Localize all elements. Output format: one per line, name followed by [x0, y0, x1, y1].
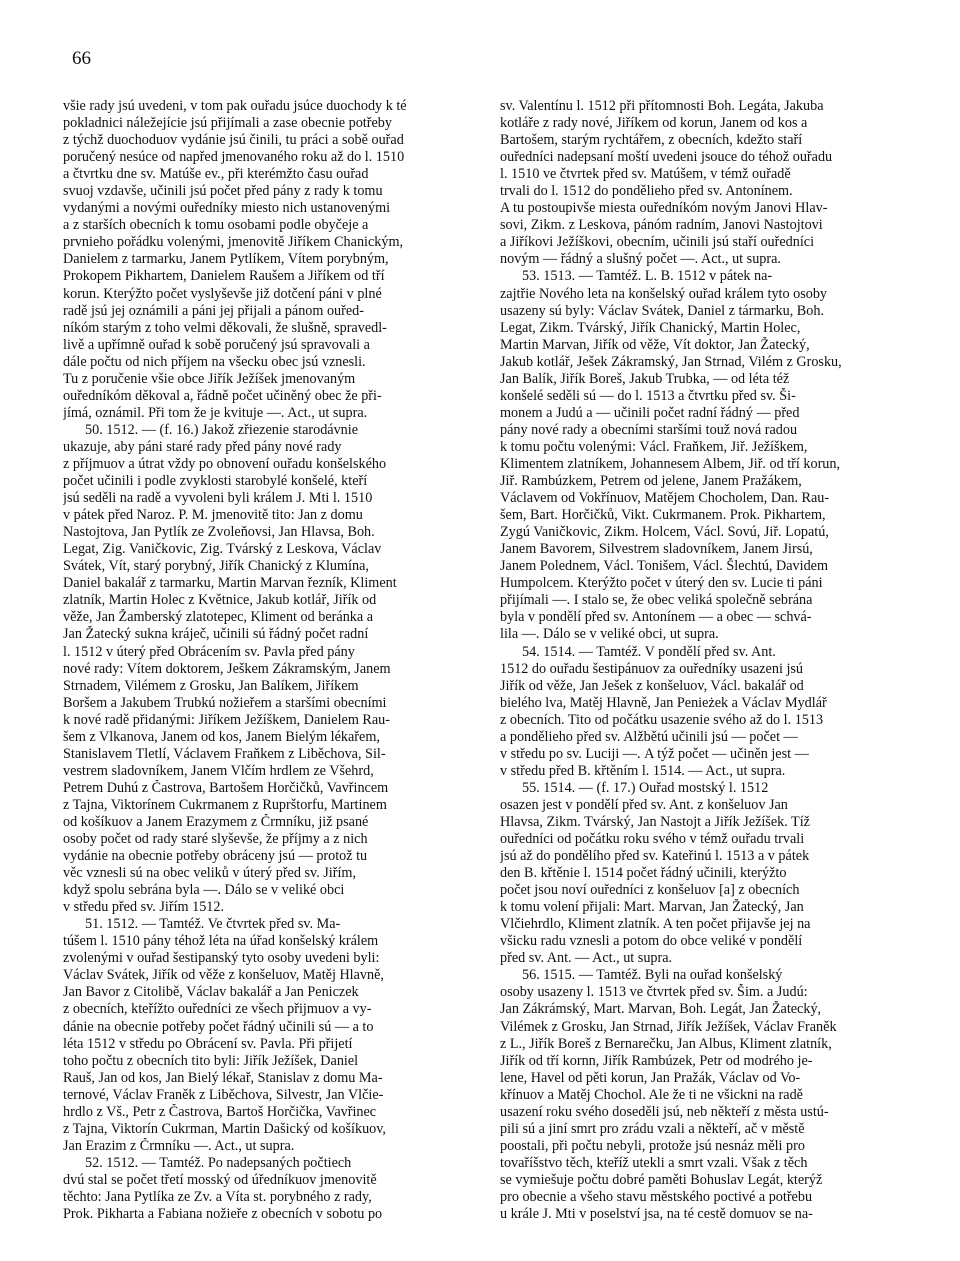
- text-line: Petrem Duhú z Častrova, Bartošem Horčičků, Vavřincem: [63, 779, 389, 796]
- text-line: pili sú a jiní smrt pro zrádu vzali a někteří, ač v městě: [500, 1120, 805, 1137]
- right-column: [500, 98, 900, 1223]
- text-line: v pátek před Naroz. P. M. jmenovitě tito: Jan z domu: [63, 507, 363, 524]
- text-line: Janem Polednem, Václ. Tonišem, Václ. Šlechtú, Davidem: [500, 558, 829, 575]
- text-line: Vilémek z Grosku, Jan Strnad, Jiřík Ježíšek, Václav Franěk: [500, 1018, 837, 1035]
- text-line: Jakub kotlář, Ješek Zákramský, Jan Strnad, Vilém z Grosku,: [500, 353, 842, 370]
- text-line: zajtřie Nového leta na konšelský ouřad králem tyto osoby: [500, 285, 828, 302]
- text-line: l. 1512 v úterý před Obrácením sv. Pavla před pány: [63, 643, 355, 660]
- text-line: novým — řádný a slušný počet —. Act., ut supra.: [500, 251, 781, 268]
- text-line: osoby usazeny l. 1513 ve čtvrtek před sv. Šim. a Judú:: [500, 984, 808, 1001]
- text-line: l. 1510 ve čtvrtek před sv. Matúšem, v témž ouřadě: [500, 166, 791, 183]
- text-line: 1512 do ouřadu šestipánuov za ouředníky usazeni jsú: [500, 660, 803, 677]
- text-line: svuoj vzdavše, učinili jsú počet před pány z rady k tomu: [63, 183, 383, 200]
- text-line: vydanými a novými ouředníky miesto nich ustanovenými: [63, 200, 391, 217]
- text-line: vydánie na obecnie potřeby obráceny jsú — protož tu: [63, 848, 368, 865]
- text-line: pány nové rady a obecními staršími touž nová radou: [500, 421, 798, 438]
- text-line: Svátek, Vít, starý porybný, Jiřík Chanický z Klumína,: [63, 558, 369, 575]
- paragraph-start-line: 51. 1512. — Tamtéž. Ve čtvrtek před sv. Ma-: [85, 916, 341, 933]
- text-line: u krále J. Mti v poselství jsa, na té cestě domuov se na-: [500, 1206, 813, 1223]
- text-line: monem a Judú a — učinili počet radní řádný — před: [500, 404, 800, 421]
- text-line: usazeny sú byly: Václav Svátek, Daniel z tármarku, Boh.: [500, 302, 824, 319]
- text-line: a z starších obecních k tomu osobami podle obyčeje a: [63, 217, 369, 234]
- text-line: z příjmuov a útrat vždy po obnovení ouřadu konšelského: [63, 455, 387, 472]
- text-line: věže, Jan Žamberský zlatotepec, Kliment od beránka a: [63, 609, 374, 626]
- text-line: k tomu volení přijali: Mart. Marvan, Jan Žatecký, Jan: [500, 899, 804, 916]
- text-line: toho počtu z obecních tito byli: Jiřík Ježíšek, Daniel: [63, 1052, 359, 1069]
- text-line: jsú až do pondělího před sv. Kateřinú l. 1513 a v pátek: [500, 848, 810, 865]
- text-line: z Tajna, Viktorín Cukrman, Martin Dašický od košíkuov,: [63, 1120, 386, 1137]
- text-line: dále počtu od nich příjem na všecku obec jsú vznesli.: [63, 353, 366, 370]
- text-line: těchto: Jana Pytlíka ze Zv. a Víta st. porybného z rady,: [63, 1189, 372, 1205]
- text-line: v středu před sv. Jiřím 1512.: [63, 899, 225, 916]
- text-line: Danielem z tarmarku, Janem Pytlíkem, Vítem porybným,: [63, 251, 389, 268]
- text-line: jímá, oznámil. Při tom že je kvituje —. Act., ut supra.: [63, 404, 368, 421]
- text-line: zvolenými v ouřad šestipanský tyto osoby uvedeni byli:: [63, 950, 380, 967]
- text-line: Jiř. Rambúzkem, Petrem od jelene, Janem Pražákem,: [500, 473, 802, 490]
- text-line: před sv. Ant. — Act., ut supra.: [500, 950, 673, 967]
- text-line: nové rady: Vítem doktorem, Ješkem Zákramským, Janem: [63, 660, 391, 677]
- text-line: Legat, Zig. Vaničkovic, Zig. Tvárský z Leskova, Václav: [63, 541, 382, 558]
- text-line: od košíkuov a Janem Erazymem z Črmníku, již psané: [63, 813, 369, 830]
- text-line: poručený nesúce od napřed jmenovaného roku až do l. 1510: [63, 149, 405, 166]
- text-line: Janem Bavorem, Silvestrem sladovníkem, Janem Jirsú,: [500, 541, 813, 558]
- text-line: konšelé seděli sú — do l. 1513 a čtvrtku před sv. Ši-: [500, 387, 796, 404]
- text-line: počet jsou noví ouředníci z konšeluov [a] z obecních: [500, 882, 800, 899]
- text-line: počet učinili i podle zvyklosti starobylé konšelé, kteří: [63, 473, 368, 490]
- text-line: Prok. Pikharta a Fabiana nožieře z obecních v sobotu po: [63, 1206, 383, 1223]
- text-line: šem z Vlkanova, Janem od kos, Janem Bielým lékařem,: [63, 728, 380, 745]
- text-line: Jiřík od věže, Jan Ješek z konšeluov, Václ. bakalář od: [500, 677, 804, 694]
- text-line: křínuov a Matěj Chochol. Ale že ti ne všickni na radě: [500, 1086, 803, 1103]
- text-line: Rauš, Jan od kos, Jan Bielý lékař, Stanislav z domu Ma-: [63, 1069, 383, 1086]
- text-line: když spolu sebrána byla —. Dálo se v veliké obci: [63, 882, 345, 899]
- text-line: k tomu počtu volenými: Václ. Fraňkem, Jiř. Ježíškem,: [500, 438, 808, 455]
- text-line: hrdlo z Vš., Petr z Častrova, Bartoš Horčička, Vavřinec: [63, 1103, 377, 1120]
- text-line: z týchž duochoduov vydánie jsú činili, tu práci a sobě ouřad: [63, 132, 404, 149]
- text-line: a Jiříkovi Ježíškovi, obecním, učinili jsú staří ouředníci: [500, 234, 815, 251]
- text-line: šem, Bart. Horčičků, Vikt. Cukrmanem. Prok. Pikhartem,: [500, 507, 826, 524]
- text-line: věc vznesli sú na obec veliků v úterý před sv. Jiřím,: [63, 865, 356, 882]
- text-line: túšem l. 1510 pány téhož léta na úřad konšelský králem: [63, 933, 379, 950]
- text-line: Daniel bakalář z tarmarku, Martin Marvan řezník, Kliment: [63, 575, 397, 592]
- text-line: Stanislavem Tletlí, Václavem Fraňkem z Liběchova, Sil-: [63, 745, 386, 762]
- text-line: pokladnici náležejície jsú přijímali a zase obecnie potřeby: [63, 115, 392, 132]
- text-line: zlatník, Martin Holec z Květnice, Jakub kotlář, Jiřík od: [63, 592, 377, 609]
- text-line: dánie na obecnie potřeby počet řádný učinili sú — a to: [63, 1018, 374, 1035]
- paragraph-start-line: 50. 1512. — (f. 16.) Jakož zřiezenie starodávnie: [85, 421, 359, 438]
- text-line: byla v pondělí před sv. Antonínem — a obec — schvá-: [500, 609, 812, 626]
- text-line: v středu před B. křtěním l. 1514. — Act., ut supra.: [500, 762, 786, 779]
- paragraph-start-line: 55. 1514. — (f. 17.) Ouřad mostský l. 1512: [522, 779, 769, 796]
- text-line: Tu z poručenie všie obce Jiřík Ježíšek jmenovaným: [63, 370, 356, 387]
- text-line: níkóm starým z toho velmi děkovali, že slušně, spravedl-: [63, 319, 387, 336]
- text-line: Václav Svátek, Jiřík od věže z konšeluov, Matěj Hlavně,: [63, 967, 384, 984]
- left-column: [63, 98, 463, 1223]
- text-line: Jiřík od tří kornn, Jiřík Rambúzek, Petr od modrého je-: [500, 1052, 813, 1069]
- paragraph-start-line: 52. 1512. — Tamtéž. Po nadepsaných počtiech: [85, 1154, 352, 1171]
- text-line: den B. křtěnie l. 1514 počet řádný učinili, kterýžto: [500, 865, 787, 882]
- text-line: a čtvrtku dne sv. Matúše ev., při kterémžto času ouřad: [63, 166, 369, 183]
- text-line: usazení roku svého doseděli jsú, neb někteří z města ustú-: [500, 1103, 829, 1120]
- text-line: sovi, Zikm. z Leskova, pánóm radním, Janovi Nastojtovi: [500, 217, 823, 234]
- text-line: bielého lva, Matěj Hlavně, Jan Penieżek a Václav Mydlář: [500, 694, 827, 711]
- text-line: Prokopem Pikhartem, Danielem Raušem a Jiříkem od tří: [63, 268, 385, 285]
- text-line: Jan Erazim z Črmníku —. Act., ut supra.: [63, 1137, 295, 1154]
- text-line: všie rady jsú uvedeni, v tom pak ouřadu jsúce duochody k té: [63, 98, 407, 114]
- text-line: Boršem a Jakubem Trubkú nožieřem a staršími obecními: [63, 694, 387, 711]
- text-line: ternové, Václav Franěk z Liběchova, Silvestr, Jan Vlčie-: [63, 1086, 384, 1103]
- text-line: poostali, při počtu nebyli, protože jsú nesnáz měli pro: [500, 1137, 805, 1154]
- text-line: Jan Zákrámský, Mart. Marvan, Boh. Legát, Jan Žatecký,: [500, 1001, 822, 1018]
- text-line: přijímali —. I stalo se, že obec veliká společně sebrána: [500, 592, 813, 609]
- text-line: Bartošem, starým rychtářem, z obecních, kdežto staří: [500, 132, 803, 149]
- text-line: z obecních, kteřížto ouředníci ze všech přijmuov a vy-: [63, 1001, 372, 1018]
- text-line: všicku radu vznesli a potom do obce veliké v pondělí: [500, 933, 803, 950]
- text-line: k nové radě přidanými: Jiříkem Ježíškem, Danielem Rau-: [63, 711, 391, 728]
- text-line: livě a upřímně ouřad k sobě poručený jsú spravovali a: [63, 336, 370, 353]
- text-line: v středu po sv. Lucijі —. A týž počet — učiněn jest —: [500, 745, 809, 762]
- text-line: ouředníkóm děkoval a, řádně počet učiněný obec že při-: [63, 387, 382, 404]
- text-line: korun. Kterýžto počet vyslyševše již dotčení páni v plné: [63, 285, 382, 302]
- text-line: pro obecnie a všeho stavu městského poctivé a potřebu: [500, 1189, 813, 1205]
- text-line: Zygú Vaničkovic, Zikm. Holcem, Václ. Sovú, Jiř. Lopatú,: [500, 524, 829, 541]
- text-line: tovaříšstvo těch, kteříž utekli a smrt vzali. Však z těch: [500, 1154, 808, 1171]
- text-line: ouředníci od počátku roku svého v témž ouřadu trvali: [500, 831, 805, 848]
- text-line: Legat, Zikm. Tvárský, Jiřík Chanický, Martin Holec,: [500, 319, 801, 336]
- text-line: Humpolcem. Kterýžto počet v úterý den sv. Lucie ti páni: [500, 575, 823, 592]
- paragraph-start-line: 54. 1514. — Tamtéž. V pondělí před sv. Ant.: [522, 643, 776, 660]
- text-line: lila —. Dálo se v veliké obci, ut supra.: [500, 626, 719, 643]
- text-line: Klimentem zlatníkem, Johannesem Albem, Jiř. od tří korun,: [500, 455, 841, 472]
- text-line: Hlavsa, Zikm. Tvárský, Jan Nastojt a Jiřík Ježíšek. Tíž: [500, 813, 810, 830]
- text-line: Martin Marvan, Jiřík od věže, Vít doktor, Jan Žatecký,: [500, 336, 810, 353]
- text-line: z Tajna, Viktorínem Cukrmanem z Ruprštorfu, Martinem: [63, 796, 387, 813]
- text-line: Václavem od Vokřínuov, Matějem Chocholem, Dan. Rau-: [500, 490, 830, 507]
- text-line: radě jsú jej oznámili a páni jej přijali a pánom ouřed-: [63, 302, 364, 319]
- text-line: z obecních. Tito od počátku usazenie svého až do l. 1513: [500, 711, 824, 728]
- text-line: sv. Valentínu l. 1512 při přítomnosti Boh. Legáta, Jakuba: [500, 98, 824, 114]
- text-line: Nastojtova, Jan Pytlík ze Zvoleňovsi, Jan Hlavsa, Boh.: [63, 524, 375, 541]
- text-line: ukazuje, aby páni staré rady před pány nové rady: [63, 438, 342, 455]
- text-line: a pondělieho před sv. Alžbětú učinili jsú — počet —: [500, 728, 798, 745]
- text-line: prvnieho pořádku volenými, jmenovitě Jiříkem Chanickým,: [63, 234, 404, 251]
- text-line: z L., Jiřík Boreš z Bernarečku, Jan Albus, Kliment zlatník,: [500, 1035, 832, 1052]
- paragraph-start-line: 56. 1515. — Tamtéž. Byli na ouřad konšelský: [522, 967, 783, 984]
- text-line: ouředníci nadepsaní moští uvedeni jsouce do téhož ouřadu: [500, 149, 833, 166]
- paragraph-start-line: 53. 1513. — Tamtéž. L. B. 1512 v pátek na-: [522, 268, 773, 285]
- text-line: kotlářе z rady nové, Jiříkem od korun, Janem od kos a: [500, 115, 808, 132]
- text-line: jsú seděli na radě a vyvoleni byli králem J. Mti l. 1510: [63, 490, 373, 507]
- text-line: trvali do l. 1512 do pondělieho před sv. Antonínem.: [500, 183, 793, 200]
- page-number: 66: [72, 48, 91, 69]
- text-line: Jan Bavor z Citolibě, Václav bakalář a Jan Peniczek: [63, 984, 359, 1001]
- text-line: vestrem sladovníkem, Janem Vlčím hrdlem ze Všehrd,: [63, 762, 374, 779]
- text-line: Jan Balík, Jiřík Boreš, Jakub Trubka, — od léta též: [500, 370, 790, 387]
- text-line: Jan Žatecký sukna kráječ, učinili sú řádný počet radní: [63, 626, 369, 643]
- text-line: dvú stal se počet třetí mosský od úředníkuov jmenovitě: [63, 1171, 377, 1188]
- text-line: A tu postoupivše miesta ouředníkóm novým Janovi Hlav-: [500, 200, 828, 217]
- text-line: osoby počet od rady staré slyševše, že příjmy a z nich: [63, 831, 368, 848]
- text-line: Vlčiehrdlo, Kliment zlatník. A ten počet přijavše jej na: [500, 916, 811, 933]
- text-line: lene, Havel od pěti korun, Jan Pražák, Václav od Vo-: [500, 1069, 801, 1086]
- text-line: se vymiešuje počtu dobré paměti Bohuslav Legát, kterýž: [500, 1171, 823, 1188]
- text-line: léta 1512 v středu po Obrácení sv. Pavla. Při přijetí: [63, 1035, 353, 1052]
- text-line: Strnadem, Vilémem z Grosku, Jan Balíkem, Jiříkem: [63, 677, 359, 694]
- text-line: osazen jest v pondělí před sv. Ant. z konšeluov Jan: [500, 796, 788, 813]
